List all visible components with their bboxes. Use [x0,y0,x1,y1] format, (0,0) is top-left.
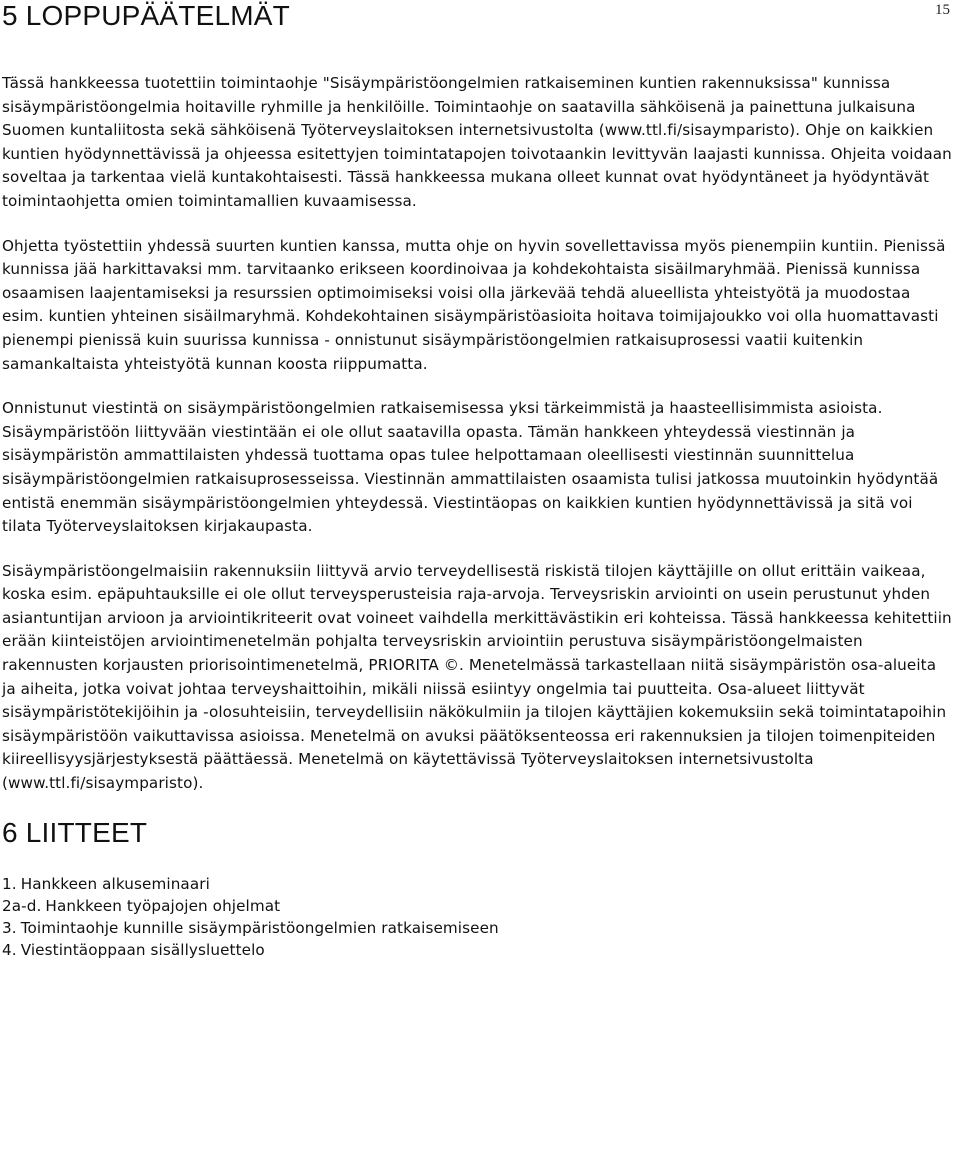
list-item [2,917,952,939]
list-item [2,873,952,895]
paragraph: Sisäympäristöongelmaisiin rakennuksiin liittyvä arvio terveydellisestä riskistä tilojen käyttäjille on ollut erittäin vaikeaa, koska esim. epäpuhtauksille ei ole ollut terveysperusteisia raja-arvoja. Terveysriskin arviointi on usein perustunut yhden asiantuntijan arvioon ja arviointikriteerit ovat voineet vaihdella merkittävästikin eri kohteissa. Tässä hankkeessa kehitettiin erään kiinteistöjen arviointimenetelmän pohjalta terveysriskin arviointiin perustuva sisäympäristöongelmaisten rakennusten korjausten priorisointimenetelmä, PRIORITA ©. Menetelmässä tarkastellaan niitä sisäympäristön osa-alueita ja aiheita, jotka voivat johtaa terveyshaittoihin, mikäli niissä esiintyy ongelmia tai puutteita. Osa-alueet liittyvät sisäympäristötekijöihin ja -olosuhteisiin, terveydellisiin näkökulmiin ja tilojen käyttäjien kokemuksiin sekä toimintatapoihin sisäympäristöön vaikuttavissa asioissa. Menetelmä on avuksi päätöksenteossa eri rakennuksien ja tilojen toimenpiteiden kiireellisyysjärjestyksestä päättäessä. Menetelmä on käytettävissä Työterveyslaitoksen internetsivustolta (www.ttl.fi/sisaymparisto). [2,561,952,793]
list-item [2,939,952,961]
list-item [2,895,952,917]
document-body [2,0,952,961]
list-item-text: Toimintaohje kunnille sisäympäristöongelmien ratkaisemiseen [20,918,499,937]
paragraph: Onnistunut viestintä on sisäympäristöongelmien ratkaisemisessa yksi tärkeimmistä ja haasteellisimmista asioista. Sisäympäristöön liittyvään viestintään ei ole ollut saatavilla opasta. Tämän hankkeen yhteydessä viestinnän ja sisäympäristön ammattilaisten yhdessä tuottama opas tulee helpottamaan oleellisesti viestinnän suunnittelua sisäympäristöongelmien ratkaisuprosesseissa. Viestinnän ammattilaisten osaamista tulisi jatkossa muutoinkin hyödyntää entistä enemmän sisäympäristöongelmien yhteydessä. Viestintäopas on kaikkien kuntien hyödynnettävissä ja sitä voi tilata Työterveyslaitoksen kirjakaupasta. [2,399,939,536]
paragraph: Tässä hankkeessa tuotettiin toimintaohje "Sisäympäristöongelmien ratkaiseminen kuntien rakennuksissa" kunnissa sisäympäristöongelmia hoitaville ryhmille ja henkilöille. Toimintaohje on saatavilla sähköisenä ja painettuna julkaisuna Suomen kuntaliitosta sekä sähköisenä Työterveyslaitoksen internetsivustolta (www.ttl.fi/sisaymparisto). Ohje on kaikkien kuntien hyödynnettävissä ja ohjeessa esitettyjen toimintatapojen toivotaankin levittyvän laajasti kunnissa. Ohjeita voidaan soveltaa ja tarkentaa vielä kuntakohtaisesti. Tässä hankkeessa mukana olleet kunnat ovat hyödyntäneet ja hyödyntävät toimintaohjetta omien toimintamallien kuvaamisessa. [2,74,952,210]
page-number: 15 [935,2,950,18]
list-item-number: 3. [2,918,17,937]
list-item-number: 4. [2,940,17,959]
list-item-number: 2a-d. [2,896,42,915]
list-item-text: Hankkeen työpajojen ohjelmat [45,896,281,915]
list-item-number: 1. [2,874,17,893]
list-item-text: Hankkeen alkuseminaari [20,874,210,893]
section-heading-appendices: 6 LIITTEET [2,816,148,848]
appendix-list [2,873,952,961]
paragraph: Ohjetta työstettiin yhdessä suurten kuntien kanssa, mutta ohje on hyvin sovellettavissa myös pienempiin kuntiin. Pienissä kunnissa jää harkittavaksi mm. tarvitaanko erikseen koordinoivaa ja kohdekohtaista sisäilmaryhmää. Pienissä kunnissa osaamisen laajentamiseksi ja resurssien optimoimiseksi voisi olla järkevää tehdä alueellista yhteistyötä ja muodostaa esim. kuntien yhteinen sisäilmaryhmä. Kohdekohtainen sisäympäristöasioita hoitava toimijajoukko voi olla huomattavasti pienempi pienissä kuin suurissa kunnissa - onnistunut sisäympäristöongelmien ratkaisuprosessi vaatii kuitenkin samankaltaista yhteistyötä kunnan koosta riippumatta. [2,236,946,373]
section-heading-conclusions: 5 LOPPUPÄÄTELMÄT [2,0,290,31]
conclusions-text [2,72,952,796]
list-item-text: Viestintäoppaan sisällysluettelo [20,940,265,959]
